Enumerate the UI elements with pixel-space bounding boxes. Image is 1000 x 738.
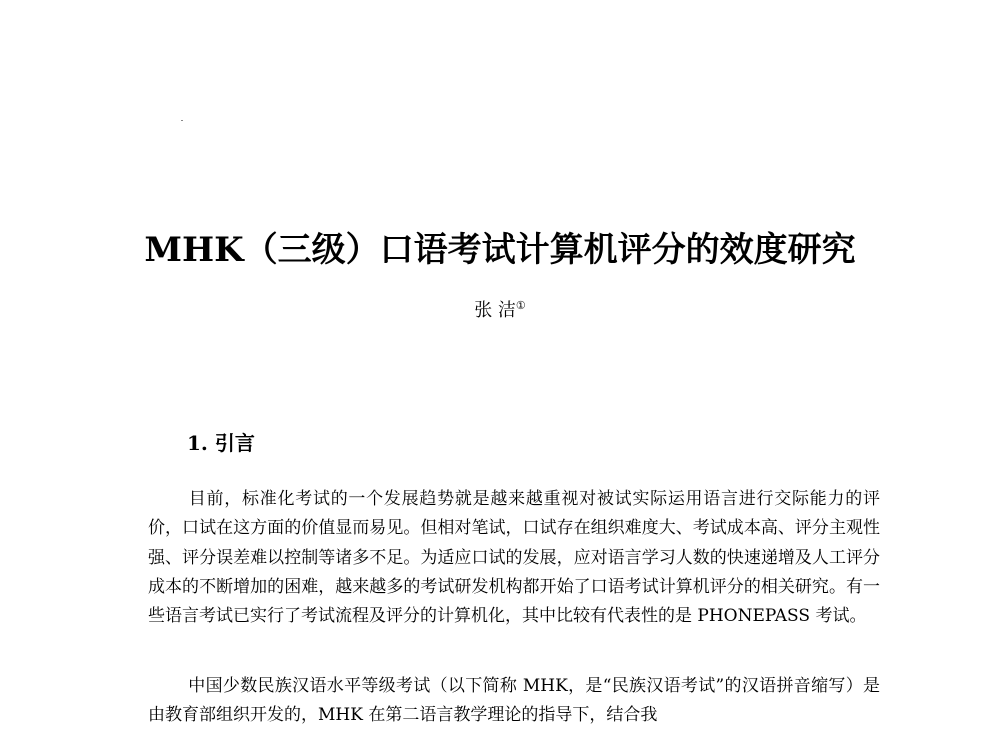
author-name: 张 洁 bbox=[474, 300, 516, 321]
paper-title: MHK（三级）口语考试计算机评分的效度研究 bbox=[144, 230, 856, 270]
paragraph-1-text: 目前，标准化考试的一个发展趋势就是越来越重视对被试实际运用语言进行交际能力的评价，口试在这方面的价值显而易见。但相对笔试，口试存在组织难度大、考试成本高、评分主观性强、评分误差难以控制等诸多不足。为适应口试的发展，应对语言学习人数的快速递增及人工评分成本的不断增加的困难，越来越多的考试研发机构都开始了口语考试计算机评分的相关研究。有一些语言考试已实行了考试流程及评分的计算机化，其中比较有代表性的是 PHONEPASS 考试。 bbox=[148, 489, 880, 627]
paragraph-1 bbox=[148, 485, 880, 631]
author-line bbox=[0, 296, 1000, 322]
paragraph-2 bbox=[148, 672, 880, 731]
author-footnote-marker: ① bbox=[515, 299, 526, 312]
paragraph-2-text: 中国少数民族汉语水平等级考试（以下简称 MHK，是“民族汉语考试”的汉语拼音缩写）是由教育部组织开发的，MHK 在第二语言教学理论的指导下，结合我 bbox=[148, 676, 880, 726]
section-heading: 1. 引言 bbox=[187, 431, 255, 455]
scan-speck bbox=[181, 120, 183, 121]
